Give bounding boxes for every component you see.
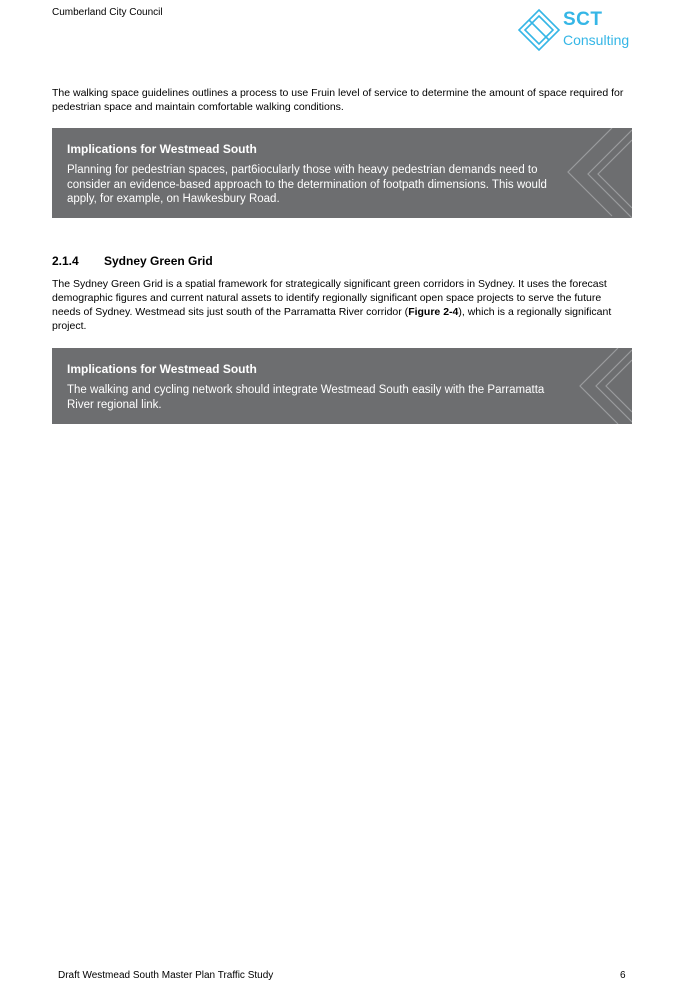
- paragraph-text: The Sydney Green Grid is a spatial framework for strategically significant green corridors in Sydney. It uses the forecast demographic figures and current natural assets to identify regionally significant open space projects to serve the future needs of Sydney. Westmead sits just south of the Parramatta River corridor (: [52, 278, 607, 318]
- paragraph-text-end: ), which is a regionally significant project.: [52, 306, 612, 332]
- intro-paragraph: The walking space guidelines outlines a process to use Fruin level of service to determine the amount of space required for pedestrian space and maintain comfortable walking conditions.: [52, 87, 624, 113]
- section-number: 2.1.4: [52, 254, 79, 268]
- implications-callout-pedestrian: [52, 128, 632, 218]
- callout-title: Implications for Westmead South: [67, 142, 257, 156]
- green-grid-paragraph: [52, 277, 632, 333]
- section-title: Sydney Green Grid: [104, 254, 213, 268]
- callout-body: The walking and cycling network should integrate Westmead South easily with the Parramatta River regional link.: [67, 384, 545, 411]
- footer-page-number: 6: [620, 970, 626, 981]
- callout-title: Implications for Westmead South: [67, 362, 257, 376]
- implications-callout-cycling: [52, 348, 632, 424]
- section-heading: [52, 254, 213, 268]
- chevron-decoration-icon: [562, 128, 632, 218]
- figure-reference-link[interactable]: Figure 2-4: [408, 306, 459, 318]
- footer-document-title: Draft Westmead South Master Plan Traffic Study: [58, 970, 274, 981]
- sct-diamond-logo-icon: [517, 8, 563, 52]
- logo-word-consulting: Consulting: [563, 32, 630, 48]
- callout-body: Planning for pedestrian spaces, part6iocularly those with heavy pedestrian demands need to consider an evidence-based approach to the determination of footpath dimensions. This would apply, for example, on Hawkesbury Road.: [67, 164, 547, 205]
- sct-consulting-logo: [517, 8, 637, 52]
- header-organisation: Cumberland City Council: [52, 7, 163, 18]
- chevron-decoration-icon: [562, 348, 632, 424]
- logo-word-sct: SCT: [563, 9, 603, 30]
